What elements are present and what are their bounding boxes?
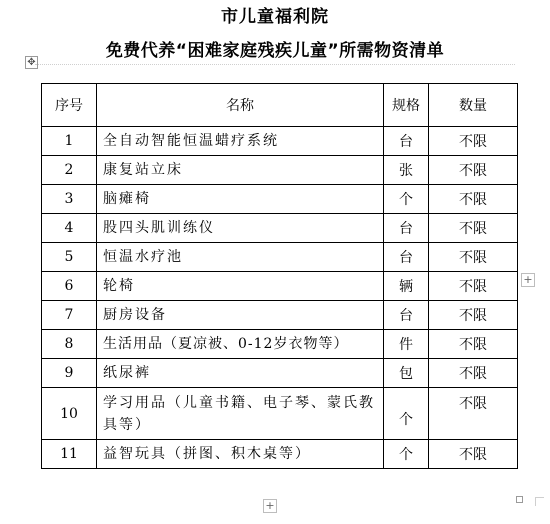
header-unit: 规格 <box>384 84 429 127</box>
table-move-handle-icon[interactable]: ✥ <box>25 56 38 69</box>
table-row <box>42 243 518 272</box>
row-name <box>97 440 384 469</box>
row-unit: 个 <box>384 388 429 440</box>
table-row <box>42 272 518 301</box>
row-name <box>97 359 384 388</box>
row-name <box>97 388 384 440</box>
page-corner-mark <box>535 497 544 506</box>
row-name-text: 生活用品（夏凉被、0-12岁衣物等） <box>103 336 349 352</box>
row-name <box>97 185 384 214</box>
row-name <box>97 301 384 330</box>
table-row <box>42 156 518 185</box>
row-name-text: 恒温水疗池 <box>103 249 183 265</box>
row-name-text: 轮椅 <box>103 278 135 294</box>
table-row <box>42 185 518 214</box>
row-unit: 台 <box>384 301 429 330</box>
row-qty: 不限 <box>429 185 518 214</box>
row-qty: 不限 <box>429 330 518 359</box>
table-row <box>42 127 518 156</box>
row-name <box>97 214 384 243</box>
row-qty: 不限 <box>429 359 518 388</box>
row-unit: 台 <box>384 214 429 243</box>
add-row-button[interactable]: + <box>263 499 277 513</box>
row-name-text: 厨房设备 <box>103 307 167 323</box>
row-name-text: 股四头肌训练仪 <box>103 220 215 236</box>
row-name-text: 学习用品（儿童书籍、电子琴、蒙氏教具等） <box>103 394 375 433</box>
row-no: 11 <box>42 440 97 469</box>
row-qty: 不限 <box>429 272 518 301</box>
row-no: 7 <box>42 301 97 330</box>
row-no: 5 <box>42 243 97 272</box>
row-qty: 不限 <box>429 127 518 156</box>
row-name-text: 康复站立床 <box>103 162 183 178</box>
header-name: 名称 <box>97 84 384 127</box>
row-name-text: 纸尿裤 <box>103 365 151 381</box>
add-column-button[interactable]: + <box>521 273 535 287</box>
table-row <box>42 330 518 359</box>
row-no: 1 <box>42 127 97 156</box>
row-name <box>97 127 384 156</box>
row-qty: 不限 <box>429 440 518 469</box>
row-qty: 不限 <box>429 301 518 330</box>
row-unit: 张 <box>384 156 429 185</box>
row-name-text: 益智玩具（拼图、积木桌等） <box>103 446 311 462</box>
table-row <box>42 388 518 440</box>
row-unit: 台 <box>384 243 429 272</box>
row-name-text: 脑瘫椅 <box>103 191 151 207</box>
row-qty: 不限 <box>429 214 518 243</box>
document-subtitle: 免费代养“困难家庭残疾儿童”所需物资清单 <box>105 41 445 61</box>
row-unit: 件 <box>384 330 429 359</box>
table-row <box>42 301 518 330</box>
row-no: 10 <box>42 388 97 440</box>
row-unit: 辆 <box>384 272 429 301</box>
row-no: 2 <box>42 156 97 185</box>
document-title: 市儿童福利院 <box>221 7 329 27</box>
row-no: 4 <box>42 214 97 243</box>
table-row <box>42 440 518 469</box>
row-qty: 不限 <box>429 243 518 272</box>
table-header-row <box>42 84 518 127</box>
row-unit: 包 <box>384 359 429 388</box>
row-unit: 台 <box>384 127 429 156</box>
row-no: 9 <box>42 359 97 388</box>
row-name <box>97 156 384 185</box>
row-name <box>97 330 384 359</box>
table-row <box>42 359 518 388</box>
table-row <box>42 214 518 243</box>
table-top-guide <box>35 64 515 65</box>
table-resize-handle[interactable] <box>516 496 523 503</box>
supplies-table <box>41 83 518 469</box>
row-name <box>97 272 384 301</box>
row-name <box>97 243 384 272</box>
row-unit: 个 <box>384 440 429 469</box>
row-no: 3 <box>42 185 97 214</box>
header-qty: 数量 <box>429 84 518 127</box>
row-no: 6 <box>42 272 97 301</box>
row-qty: 不限 <box>429 156 518 185</box>
row-qty: 不限 <box>429 388 518 440</box>
row-no: 8 <box>42 330 97 359</box>
row-name-text: 全自动智能恒温蜡疗系统 <box>103 133 279 149</box>
row-unit: 个 <box>384 185 429 214</box>
header-no: 序号 <box>42 84 97 127</box>
